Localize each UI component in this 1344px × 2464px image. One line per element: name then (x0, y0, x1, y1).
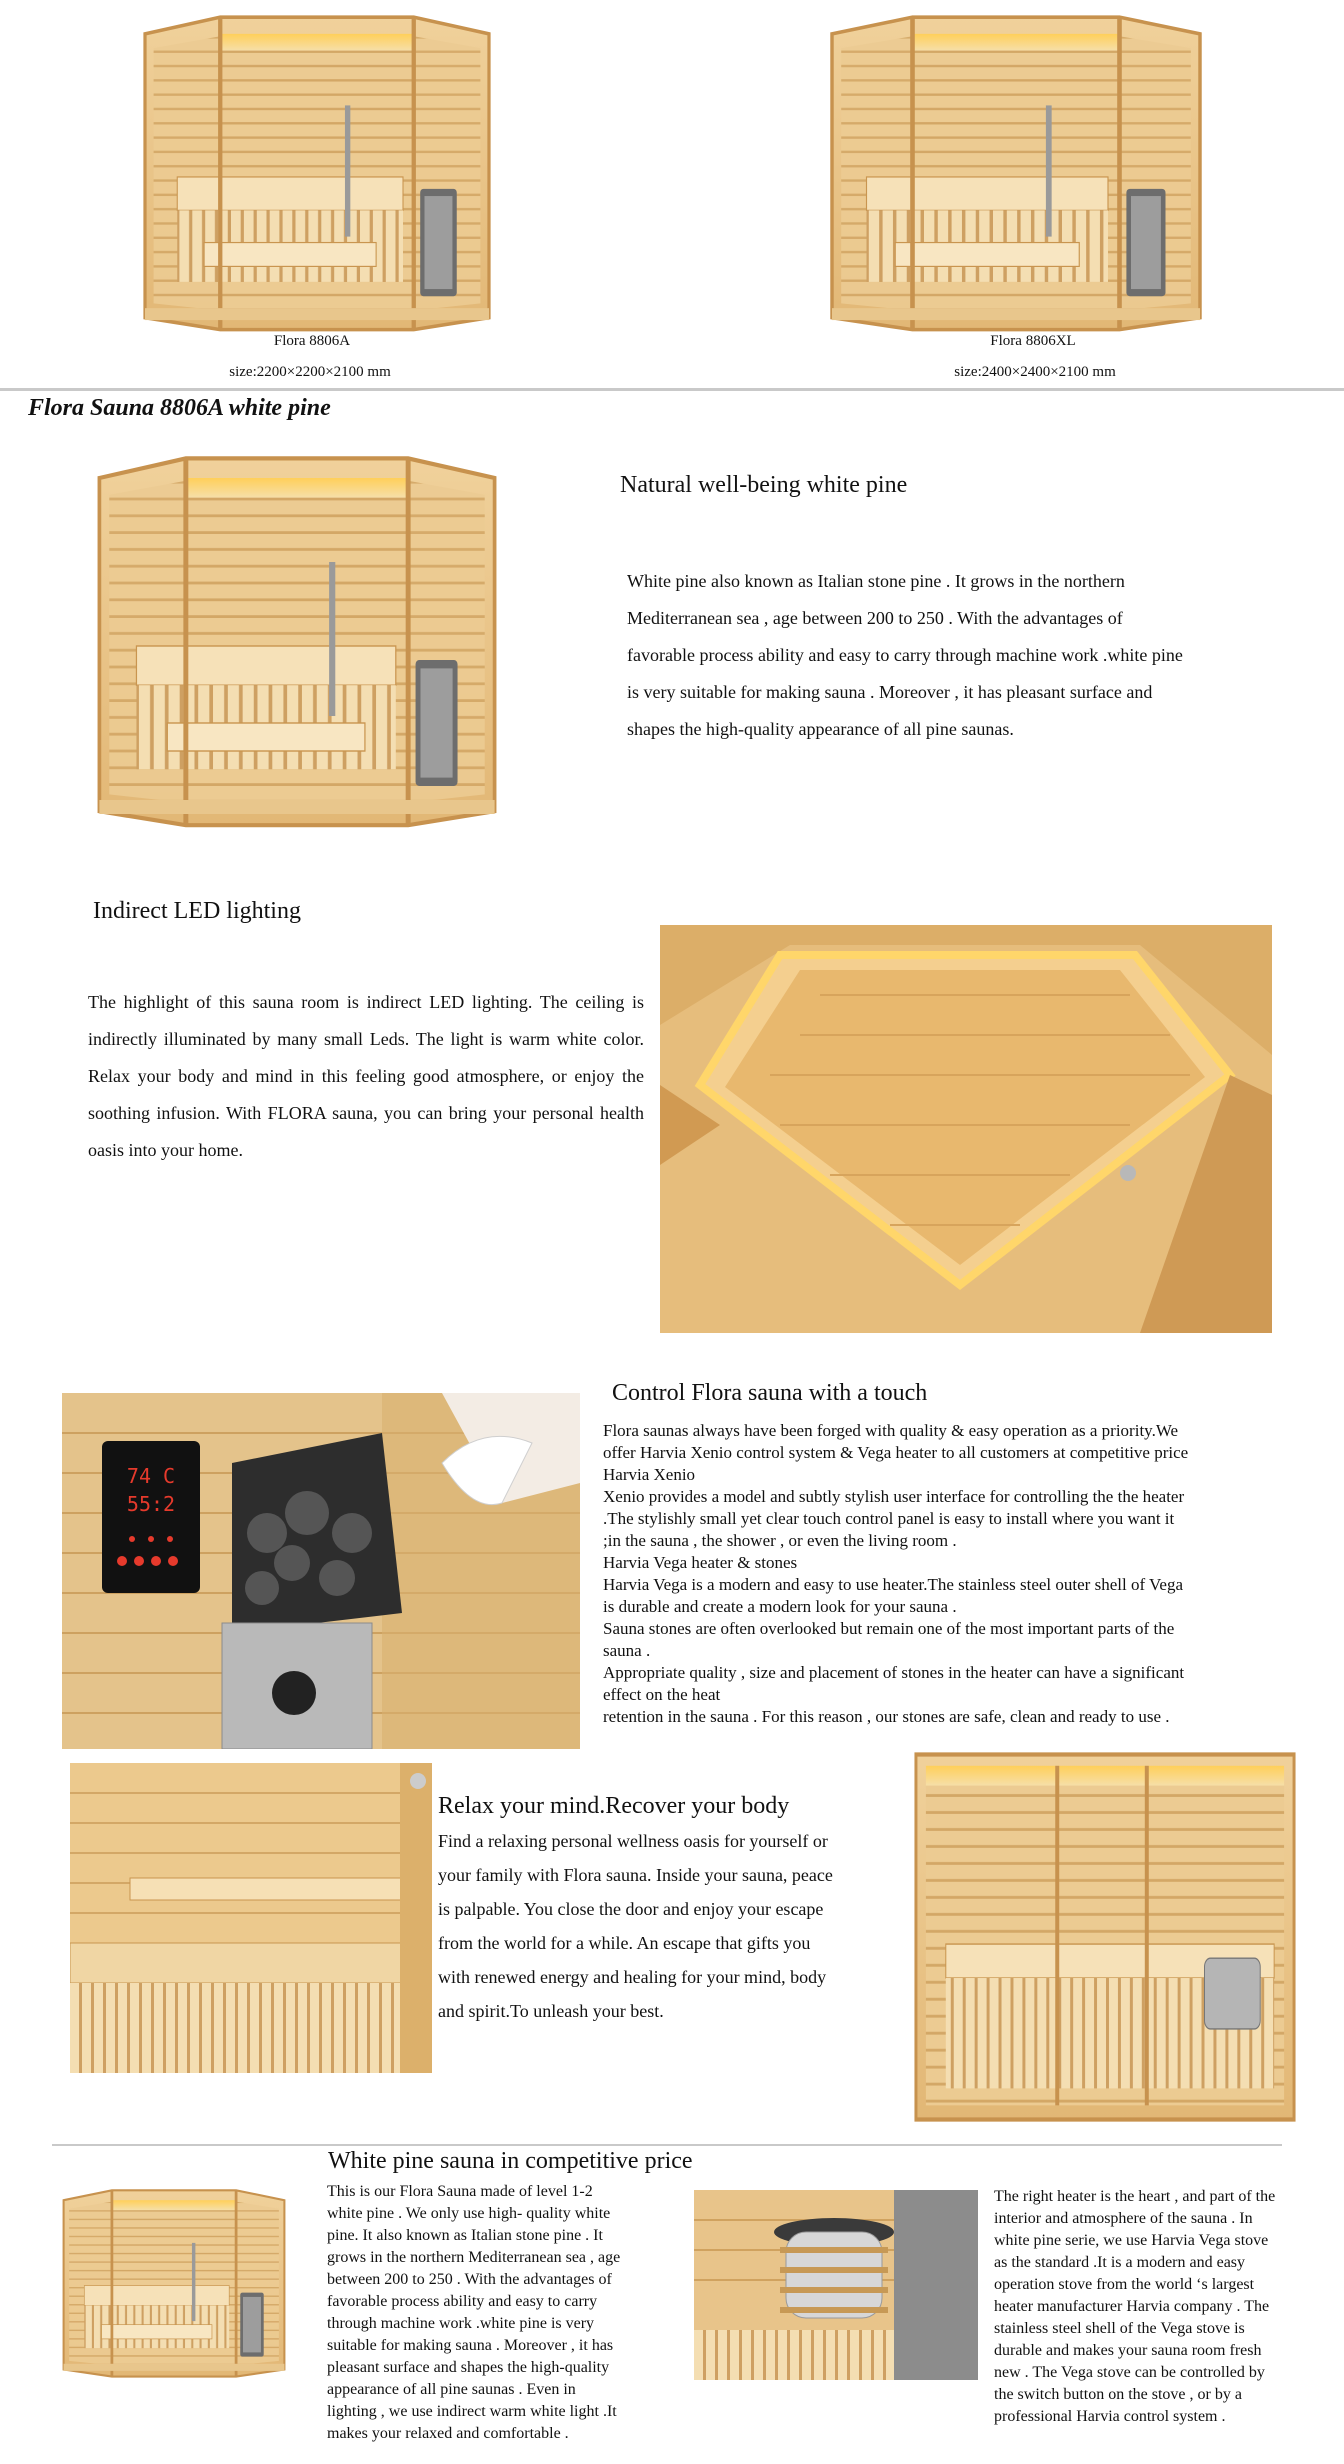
text-line: as the standard .It is a modern and easy (994, 2254, 1246, 2271)
control-panel-temperature: 74 C (126, 1464, 176, 1488)
text-line: white pine . We only use high- quality white (327, 2205, 611, 2222)
text-line: between 200 to 250 . With the advantages of (327, 2271, 612, 2288)
product-model-caption: Flora 8806A (273, 333, 351, 349)
product-image-8806xl (786, 10, 1246, 332)
relax-description (438, 1824, 833, 2028)
section-heading-control: Control Flora sauna with a touch (612, 1380, 928, 1406)
divider (52, 2144, 1282, 2146)
text-line: shapes the high-quality appearance of all pine saunas. (627, 719, 1014, 739)
text-line: is very suitable for making sauna . Moreover , it has pleasant surface and (627, 682, 1153, 702)
text-line: is palpable. You close the door and enjoy your escape (438, 1899, 824, 1919)
text-line: stainless steel shell of the Vega stove is (994, 2320, 1245, 2337)
control-panel-time: 55:2 (126, 1492, 176, 1516)
sauna-bench-image (70, 1763, 432, 2073)
text-line: grows in the northern Mediterranean sea , age (327, 2249, 621, 2266)
vega-heater-image (694, 2190, 978, 2380)
text-line: This is our Flora Sauna made of level 1-2 (327, 2183, 593, 2200)
product-size-caption: size:2400×2400×2100 mm (954, 364, 1116, 380)
text-line: and spirit.To unleash your best. (438, 2001, 664, 2021)
text-line: Appropriate quality , size and placement of stones in the heater can have a significant (603, 1663, 1185, 1682)
sauna-front-image (906, 1746, 1304, 2128)
text-line: lighting , we use indirect warm white light .It (327, 2403, 617, 2420)
led-description: The highlight of this sauna room is indirect LED lighting. The ceiling is indirectly illuminated by many small Leds. The light is warm white color. Relax your body and mind in this feeling good atmosphere, or enjoy the soothing infusion. With FLORA sauna, you can bring your personal health oasis into your home. (88, 992, 644, 1160)
control-panel-heater-image (62, 1393, 580, 1749)
text-line: favorable process ability and easy to carry through machine work .white pine (627, 645, 1183, 665)
text-line: Xenio provides a model and subtly stylish user interface for controlling the the heater (603, 1487, 1185, 1506)
price-description-left (327, 2181, 620, 2445)
text-line: professional Harvia control system . (994, 2408, 1226, 2425)
section-heading-led: Indirect LED lighting (93, 898, 301, 924)
led-ceiling-image (660, 925, 1272, 1333)
text-line: offer Harvia Xenio control system & Vega heater to all customers at competitive price (603, 1443, 1189, 1462)
sauna-image-white-pine (50, 450, 544, 828)
text-line: heater manufacturer Harvia company . The (994, 2298, 1270, 2315)
product-image-8806a (102, 10, 532, 332)
text-line: The right heater is the heart , and part of the (994, 2188, 1276, 2205)
text-line: Mediterranean sea , age between 200 to 250 . With the advantages of (627, 608, 1123, 628)
product-model-caption: Flora 8806XL (990, 333, 1076, 349)
text-line: interior and atmosphere of the sauna . In (994, 2210, 1253, 2227)
control-description (603, 1420, 1188, 1728)
text-line: ;in the sauna , the shower , or even the living room . (603, 1531, 957, 1550)
section-heading-white-pine: Natural well-being white pine (620, 472, 908, 498)
text-line: with renewed energy and healing for your mind, body (438, 1967, 827, 1987)
text-line: effect on the heat (603, 1685, 721, 1704)
divider (0, 388, 1344, 391)
section-heading-price: White pine sauna in competitive price (328, 2148, 693, 2174)
text-line: Harvia Xenio (603, 1465, 696, 1484)
text-line: White pine also known as Italian stone pine . It grows in the northern (627, 571, 1125, 591)
section-heading-relax: Relax your mind.Recover your body (438, 1793, 790, 1819)
text-line: through machine work .white pine is very (327, 2315, 595, 2332)
text-line: pleasant surface and shapes the high-quality (327, 2359, 610, 2376)
text-line: new . The Vega stove can be controlled by (994, 2364, 1265, 2381)
text-line: sauna . (603, 1641, 651, 1660)
text-line: makes your relaxed and comfortable . (327, 2425, 569, 2442)
text-line: Harvia Vega is a modern and easy to use heater.The stainless steel outer shell of Vega (603, 1575, 1184, 1594)
text-line: .The stylishly small yet clear touch control panel is easy to install where you want it (603, 1509, 1175, 1528)
text-line: is durable and create a modern look for your sauna . (603, 1597, 957, 1616)
product-size-caption: size:2200×2200×2100 mm (229, 364, 391, 380)
text-line: Harvia Vega heater & stones (603, 1553, 798, 1572)
text-line: operation stove from the world ‘s largest (994, 2276, 1255, 2293)
text-line: from the world for a while. An escape that gifts you (438, 1933, 811, 1953)
text-line: the switch button on the stove , or by a (994, 2386, 1242, 2403)
text-line: appearance of all pine saunas . Even in (327, 2381, 576, 2398)
price-description-right (994, 2186, 1275, 2428)
text-line: favorable process ability and easy to carry (327, 2293, 598, 2310)
text-line: durable and makes your sauna room fresh (994, 2342, 1262, 2359)
text-line: suitable for making sauna . Moreover , it has (327, 2337, 614, 2354)
white-pine-description (627, 563, 1183, 748)
text-line: Find a relaxing personal wellness oasis for yourself or (438, 1831, 828, 1851)
text-line: retention in the sauna . For this reason , our stones are safe, clean and ready to use . (603, 1707, 1170, 1726)
text-line: your family with Flora sauna. Inside your sauna, peace (438, 1865, 833, 1885)
text-line: pine. It also known as Italian stone pine . It (327, 2227, 603, 2244)
text-line: Sauna stones are often overlooked but remain one of the most important parts of the (603, 1619, 1175, 1638)
sauna-thumbnail-image (36, 2186, 312, 2378)
page-title: Flora Sauna 8806A white pine (28, 395, 331, 421)
text-line: Flora saunas always have been forged with quality & easy operation as a priority.We (603, 1421, 1179, 1440)
text-line: white pine serie, we use Harvia Vega stove (994, 2232, 1269, 2249)
